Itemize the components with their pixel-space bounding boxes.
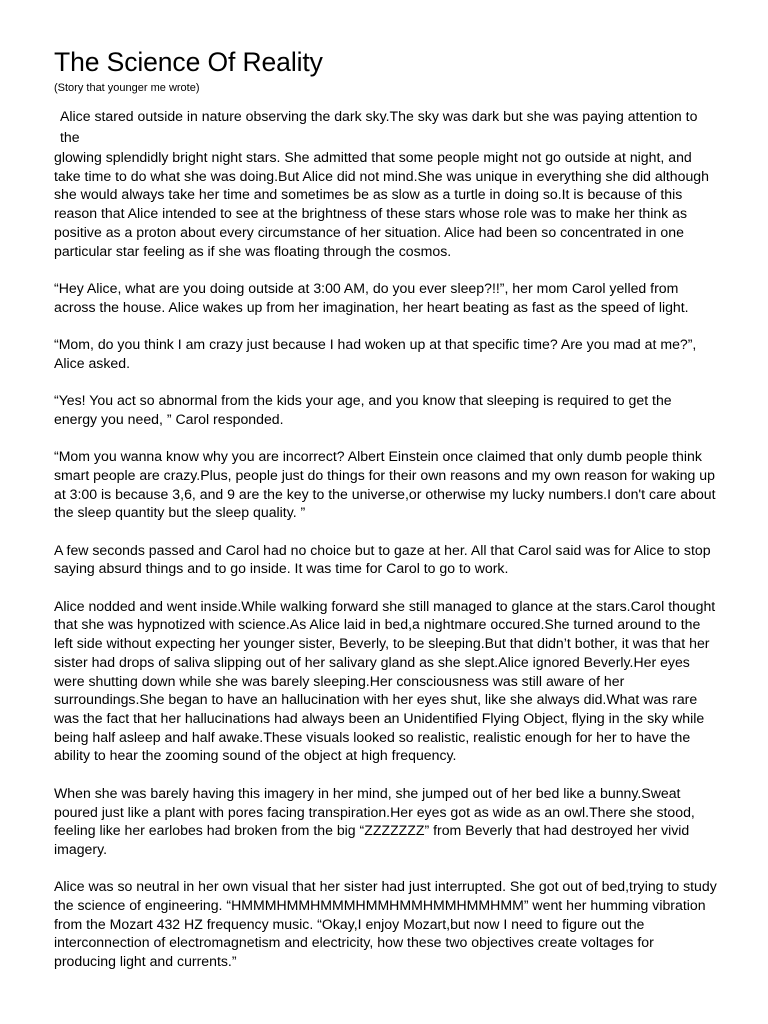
paragraph-carol-gazes: A few seconds passed and Carol had no choice but to gaze at her. All that Carol said was for Alice to stop saying absurd things and to go inside. It was time for Carol to go to work. bbox=[54, 541, 711, 577]
paragraph-mozart: Alice was so neutral in her own visual that her sister had just interrupted. She got out of bed,trying to study the science of engineering. “HMMMHMMHMMMHMMHMMHMMHMMHMM” went her humming vibration from the Mozart 432 HZ frequency music. “Okay,I enjoy Mozart,but now I need to figure out the interconnection of electromagnetism and electricity, how these two objectives create voltages for producing light and currents.” bbox=[54, 878, 717, 970]
paragraph-carol-responds: “Yes! You act so abnormal from the kids your age, and you know that sleeping is required to get the energy you need, ” Carol responded. bbox=[54, 392, 672, 427]
paragraph-alice-asks: “Mom, do you think I am crazy just because I had woken up at that specific time? Are you mad at me?”, Alice asked. bbox=[54, 336, 697, 371]
page-subtitle: (Story that younger me wrote) bbox=[54, 82, 200, 94]
paragraph-nightmare: Alice nodded and went inside.While walking forward she still managed to glance at the stars.Carol thought that she was hypnotized with science.As Alice laid in bed,a nightmare occured.She turned around to the left side without expecting her younger sister, Beverly, to be sleeping.But that didn’t bother, it was that her sister had drops of saliva slipping out of her salivary gland as she slept.Alice ignored Beverly.Her eyes were shutting down while she was barely sleeping.Her consciousness was still aware of her surroundings.She began to have an hallucination with her eyes shut, like she always did.What was rare was the fact that her hallucinations had always been an Unidentified Flying Object, flying in the sky while being half asleep and half awake.These visuals looked so realistic, realistic enough for her to have the ability to hear the zooming sound of the object at high frequency. bbox=[54, 597, 716, 764]
page-title: The Science Of Reality bbox=[54, 47, 323, 77]
paragraph-jumped-out: When she was barely having this imagery in her mind, she jumped out of her bed like a bunny.Sweat poured just like a plant with pores facing transpiration.Her eyes got as wide as an owl.There she stood, feeling like her earlobes had broken from the big “ZZZZZZZ” from Beverly that had destroyed her vivid imagery. bbox=[54, 784, 695, 857]
paragraph-mom-yells: “Hey Alice, what are you doing outside at 3:00 AM, do you ever sleep?!!”, her mom Carol yelled from across the house. Alice wakes up from her imagination, her heart beating as fast as the speed of light. bbox=[54, 279, 689, 315]
paragraph-stars: glowing splendidly bright night stars. She admitted that some people might not go outside at night, and take time to do what she was doing.But Alice did not mind.She was unique in everything she did although she would always take her time and sometimes be as slow as a turtle in doing so.It is because of this reason that Alice intended to see at the brightness of these stars whose role was to make her think as positive as a proton about every circumstance of her situation. Alice had been so concentrated in one particular star feeling as if she was floating through the cosmos. bbox=[54, 149, 709, 259]
document-page bbox=[54, 44, 718, 971]
paragraph-einstein: “Mom you wanna know why you are incorrect? Albert Einstein once claimed that only dumb people think smart people are crazy.Plus, people just do things for their own reasons and my own reason for waking up at 3:00 is because 3,6, and 9 are the key to the universe,or otherwise my lucky numbers.I don't care about the sleep quantity but the sleep quality. ” bbox=[54, 448, 716, 521]
paragraph-opening-line: Alice stared outside in nature observing the dark sky.The sky was dark but she was paying attention to the bbox=[60, 108, 698, 145]
